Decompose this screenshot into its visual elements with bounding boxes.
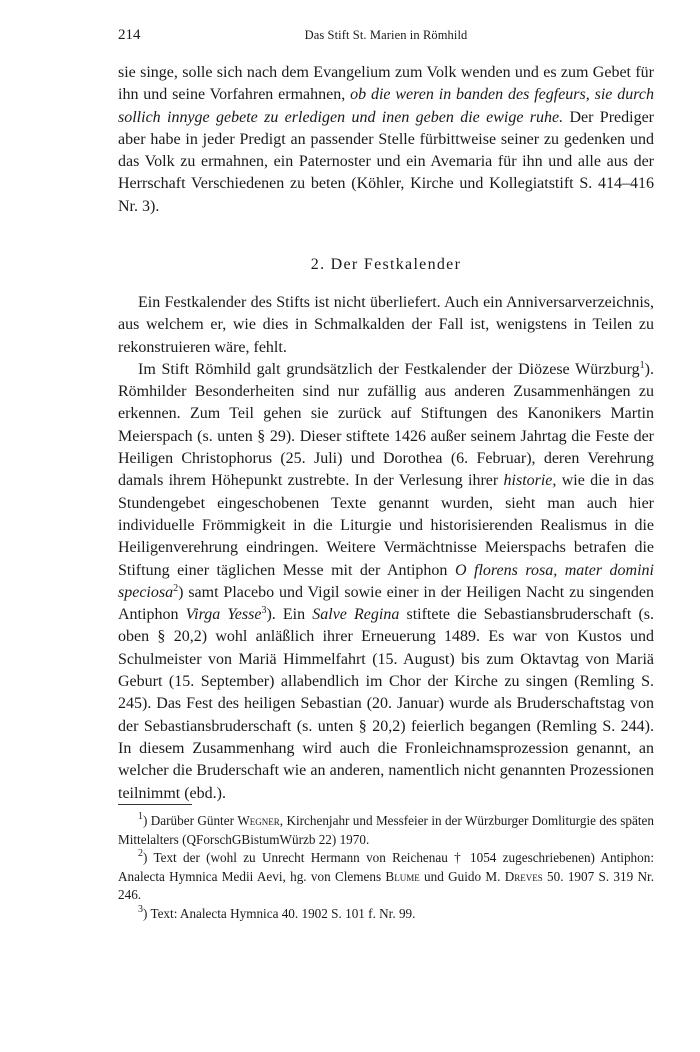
footnote-1 (118, 812, 654, 849)
footnote-2 (118, 849, 654, 905)
footnote-ref-3: 3 (261, 605, 267, 617)
footnote-ref-1: 1 (639, 359, 645, 371)
p2-text-e: ). Ein (266, 606, 313, 624)
footnote-text: ) Text der (wohl zu Unrecht Hermann von Reichenau † 1054 zugeschriebenen) Antiphon: Analecta Hymnica Medii Aevi, hg. von Clemens (118, 850, 654, 884)
p2-antiphon-2: Virga Yesse (185, 606, 262, 624)
intro-paragraph-block (118, 62, 654, 218)
p2-text-b: ). Römhilder Besonderheiten sind nur zufällig aus anderen Zusammenhängen zu erkennen. Zum Teil gehen sie zurück auf Stiftungen des Kanonikers Martin Meierspach (s. unten § 29). Dieser stiftete 1426 außer seinem Jahrtag die Feste der Heiligen Christophorus (25. Juli) und Dorothea (6. Februar), deren Verehrung damals ihrem Höhepunkt zustrebte. In der Verlesung ihrer (118, 360, 654, 490)
footnote-text: 50. 1907 S. 319 Nr. 246. (118, 868, 654, 902)
p2-text-f: stiftete die Sebastiansbruderschaft (s. oben § 20,2) wohl anläßlich ihrer Erneuerung 1489. Es war von Kustos und Schulmeister von Mariä Himmelfahrt (15. August) bis zum Oktavtag von Mariä Geburt (15. September) allabendlich im Chor der Kirche zu singen (Remling S. 245). Das Fest des heiligen Sebastian (20. Januar) wurde als Bruderschaftstag von der Sebastiansbruderschaft (s. unten § 20,2) feierlich begangen (Remling S. 244). In diesem Zusammenhang wird auch die Fronleichnamsprozession genannt, an welcher die Bruderschaft wie an anderen, namentlich nicht genannten Prozessionen teilnimmt (ebd.). (118, 606, 654, 802)
p2-salve-regina: Salve Regina (312, 606, 400, 624)
footnote-text: ) Text: Analecta Hymnica 40. 1902 S. 101 f. Nr. 99. (143, 905, 416, 921)
intro-quote: ob die weren in banden des fegfeurs, sie durch sollich innyge gebete zu erledigen und inen geben die ewige ruhe. (118, 86, 654, 126)
p2-antiphon-1: O florens rosa, mater domini speciosa (118, 561, 654, 601)
author-name: Dreves (504, 868, 543, 884)
footnote-text: und Guido M. (419, 868, 505, 884)
section-heading: 2. Der Festkalender (310, 256, 462, 273)
intro-text-1: sie singe, solle sich nach dem Evangelium zum Volk wenden und es zum Gebet für ihn und seine Vorfahren ermahnen, (118, 64, 654, 104)
author-name: Wegner (237, 813, 280, 828)
intro-text-2: Der Prediger aber habe in jeder Predigt an passender Stelle fürbittweise seiner zu gedenken und das Volk zu ermahnen, ein Paternoster und ein Avemaria für ihn und alle aus der Herrschaft Verschiedenen zu beten (Köhler, Kirche und Kollegiatstift S. 414–416 Nr. 3). (118, 108, 655, 215)
footnote-divider (118, 804, 192, 805)
footnote-ref-2: 2 (173, 582, 179, 594)
paragraph-1: Ein Festkalender des Stifts ist nicht überliefert. Auch ein Anniversarverzeichnis, aus welchem er, wie dies in Schmalkalden der Fall ist, wenigstens in Teilen zu rekonstruieren wäre, fehlt. (118, 294, 654, 356)
running-header (118, 27, 654, 47)
footnote-mark: 1 (138, 811, 143, 822)
p2-historie: historie, (503, 472, 557, 490)
intro-paragraph (118, 62, 654, 218)
p2-text-a: Im Stift Römhild galt grundsätzlich der Festkalender der Diözese Würzburg (138, 360, 640, 378)
footnotes (118, 812, 654, 923)
p2-text-d: ) samt Placebo und Vigil sowie einer in der Heiligen Nacht zu singenden Antiphon (118, 583, 654, 624)
p2-text-c: wie die in das Stundengebet eingeschobenen Texte genannt wurden, sieht man auch hier individuelle Frömmigkeit in die Liturgie und historisierenden Realismus in die Heiligenverehrung eindringen. Weitere Vermächtnisse Meierspachs betrafen die Stiftung einer täglichen Messe mit der Antiphon (118, 472, 655, 579)
footnote-text: ) Darüber Günter (143, 813, 238, 828)
footnote-text: , Kirchenjahr und Messfeier in der Würzburger Domliturgie des späten Mittelalters (QForschGBistumWürzb 22) 1970. (118, 813, 654, 847)
running-title: Das Stift St. Marien in Römhild (304, 28, 468, 42)
footnote-3 (118, 905, 654, 924)
footnote-mark: 3 (138, 903, 143, 915)
section-body (118, 292, 654, 805)
page-number: 214 (118, 27, 141, 43)
footnote-mark: 2 (138, 848, 143, 859)
paragraph-2 (118, 359, 654, 805)
author-name: Blume (385, 868, 420, 884)
